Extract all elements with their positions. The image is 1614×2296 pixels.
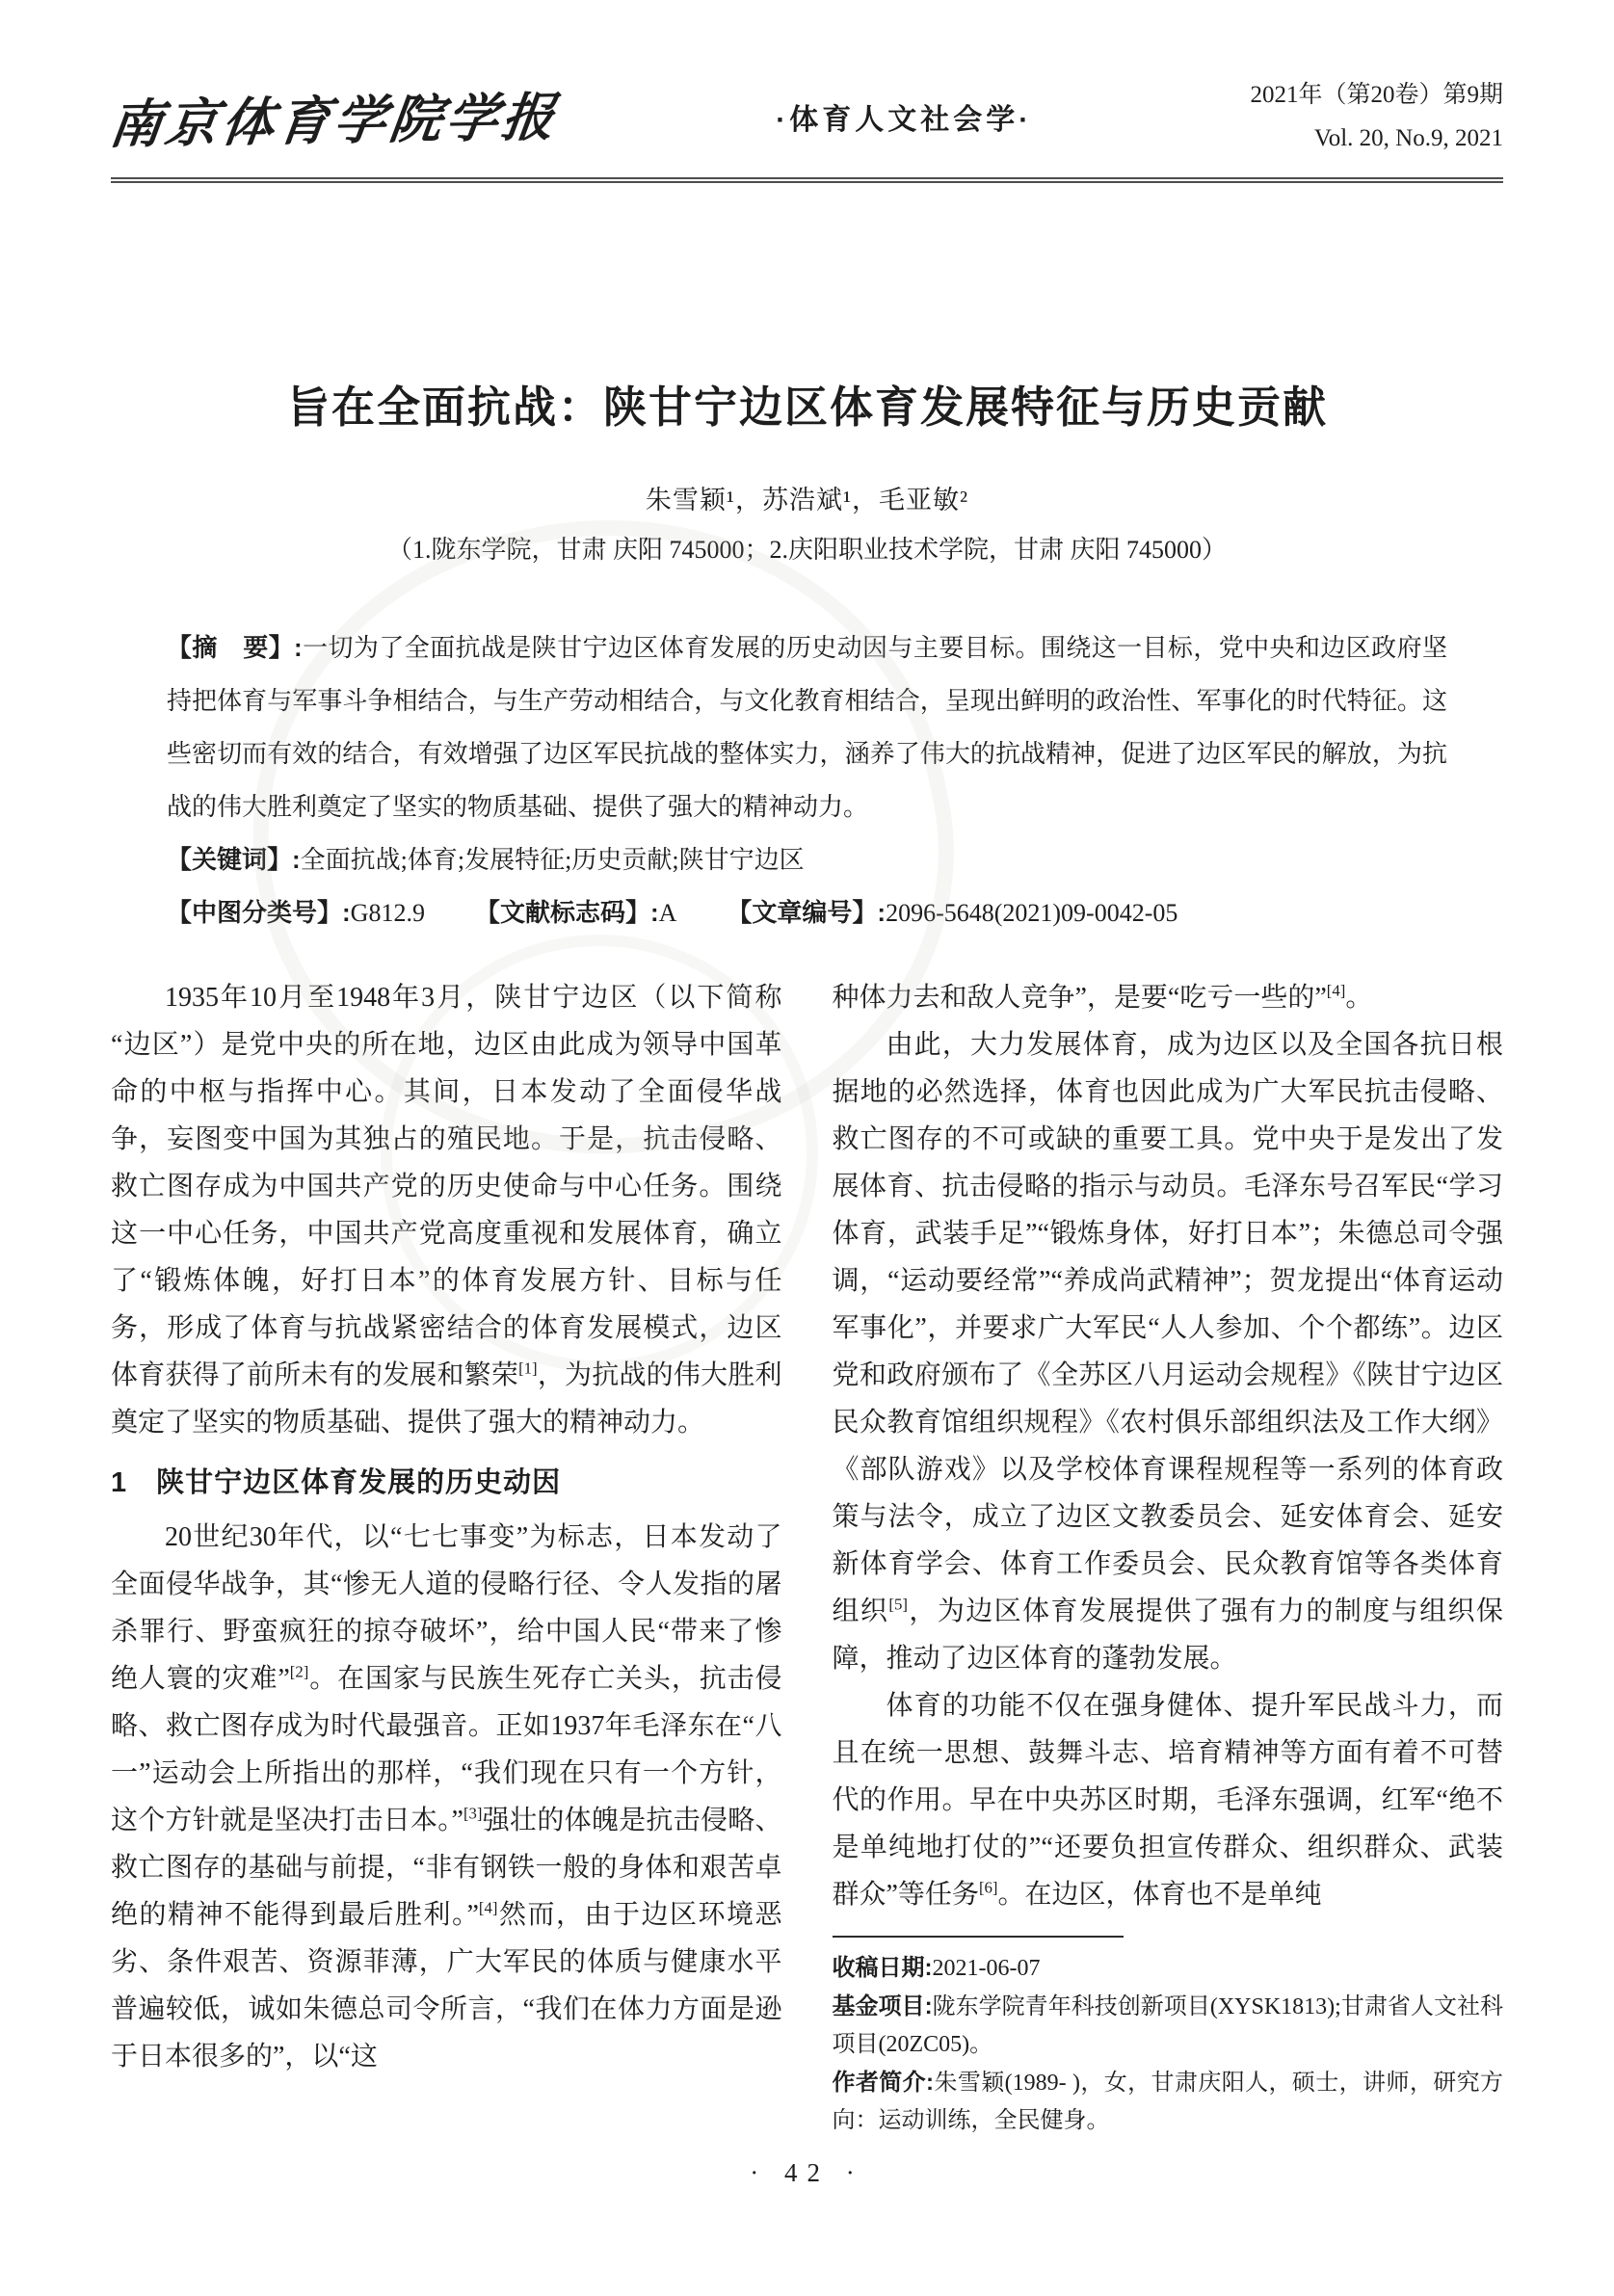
keywords-label: 【关键词】: (167, 845, 301, 874)
fund-label: 基金项目: (832, 1993, 933, 2019)
issue-info (1250, 73, 1503, 160)
meta-line (167, 886, 1447, 939)
article-authors: 朱雪颖¹，苏浩斌¹，毛亚敏² (645, 486, 969, 515)
doc-code-item (475, 886, 676, 939)
clc-label: 【中图分类号】: (167, 898, 351, 927)
article-id-item (727, 886, 1177, 939)
article-id-label: 【文章编号】: (727, 898, 886, 927)
paragraph: 体育的功能不仅在强身健体、提升军民战斗力，而且在统一思想、鼓舞斗志、培育精神等方面有着不可替代的作用。早在中央苏区时期，毛泽东强调，红军“绝不是单纯地打仗的”“还要负担宣传群众、组织群众、武装群众”等任务[6]。在边区，体育也不是单纯 (832, 1691, 1503, 1910)
doc-code-value: A (658, 899, 677, 927)
author-bio-value: 朱雪颖(1989- )，女，甘肃庆阳人，硕士，讲师，研究方向：运动训练，全民健身。 (832, 2071, 1503, 2133)
section-1-heading: 1 陕甘宁边区体育发展的历史动因 (111, 1467, 562, 1498)
abstract-label: 【摘 要】: (167, 633, 303, 662)
clc-value: G812.9 (350, 899, 425, 927)
paragraph: 由此，大力发展体育，成为边区以及全国各抗日根据地的必然选择，体育也因此成为广大军民抗击侵略、救亡图存的不可或缺的重要工具。党中央于是发出了发展体育、抗击侵略的指示与动员。毛泽东号召军民“学习体育，武装手足”“锻炼身体，好打日本”；朱德总司令强调，“运动要经常”“养成尚武精神”；贺龙提出“体育运动军事化”，并要求广大军民“人人参加、个个都练”。边区党和政府颁布了《全苏区八月运动会规程》《陕甘宁边区民众教育馆组织规程》《农村俱乐部组织法及工作大纲》《部队游戏》以及学校体育课程规程等一系列的体育政策与法令，成立了边区文教委员会、延安体育会、延安新体育学会、体育工作委员会、民众教育馆等各类体育组织[5]，为边区体育发展提供了强有力的制度与组织保障，推动了边区体育的蓬勃发展。 (832, 1030, 1503, 1674)
journal-logo: 南京体育学院学报 (106, 88, 562, 154)
keywords-text: 全面抗战;体育;发展特征;历史贡献;陕甘宁边区 (300, 846, 805, 874)
issue-info-en: Vol. 20, No.9, 2021 (1313, 125, 1503, 151)
author-bio-label: 作者简介: (832, 2070, 935, 2096)
keywords-line (167, 833, 1447, 886)
received-date-label: 收稿日期: (832, 1955, 933, 1981)
clc-item (167, 886, 425, 939)
issue-info-cn: 2021年（第20卷）第9期 (1250, 82, 1503, 108)
article-affiliation: （1.陇东学院，甘肃 庆阳 745000；2.庆阳职业技术学院，甘肃 庆阳 745000） (386, 536, 1227, 564)
received-date-value: 2021-06-07 (932, 1956, 1041, 1981)
abstract-block (167, 621, 1447, 833)
footnote-rule (833, 1936, 1124, 1938)
paragraph-continuation: 种体力去和敌人竞争”，是要“吃亏一些的”[4]。 (832, 981, 1373, 1013)
article-title: 旨在全面抗战：陕甘宁边区体育发展特征与历史贡献 (285, 383, 1328, 432)
left-column (111, 974, 782, 2140)
abstract-text: 一切为了全面抗战是陕甘宁边区体育发展的历史动因与主要目标。围绕这一目标，党中央和边区政府坚持把体育与军事斗争相结合，与生产劳动相结合，与文化教育相结合，呈现出鲜明的政治性、军事化的时代特征。这些密切而有效的结合，有效增强了边区军民抗战的整体实力，涵养了伟大的抗战精神，促进了边区军民的解放，为抗战的伟大胜利奠定了坚实的物质基础、提供了强大的精神动力。 (167, 634, 1447, 821)
page-number: · 42 · (750, 2158, 864, 2187)
received-date-line (833, 1949, 1504, 1988)
journal-section-label: ·体育人文社会学· (776, 104, 1033, 136)
paragraph: 1935年10月至1948年3月，陕甘宁边区（以下简称“边区”）是党中央的所在地，边区由此成为领导中国革命的中枢与指挥中心。其间，日本发动了全面侵华战争，妄图变中国为其独占的殖民地。于是，抗击侵略、救亡图存成为中国共产党的历史使命与中心任务。围绕这一中心任务，中国共产党高度重视和发展体育，确立了“锻炼体魄，好打日本”的体育发展方针、目标与任务，形成了体育与抗战紧密结合的体育发展模式，边区体育获得了前所未有的发展和繁荣[1]，为抗战的伟大胜利奠定了坚实的物质基础、提供了强大的精神动力。 (111, 983, 782, 1438)
author-bio-line (833, 2064, 1504, 2140)
footnote-block (833, 1936, 1504, 2140)
body-columns (111, 974, 1503, 2140)
right-column (833, 974, 1504, 2140)
paragraph: 20世纪30年代，以“七七事变”为标志，日本发动了全面侵华战争，其“惨无人道的侵略行径、令人发指的屠杀罪行、野蛮疯狂的掠夺破坏”，给中国人民“带来了惨绝人寰的灾难”[2]。在国家与民族生死存亡关头，抗击侵略、救亡图存成为时代最强音。正如1937年毛泽东在“八一”运动会上所指出的那样，“我们现在只有一个方针，这个方针就是坚决打击日本。”[3]强壮的体魄是抗击侵略、救亡图存的基础与前提，“非有钢铁一般的身体和艰苦卓绝的精神不能得到最后胜利。”[4]然而，由于边区环境恶劣、条件艰苦、资源菲薄，广大军民的体质与健康水平普遍较低，诚如朱德总司令所言，“我们在体力方面是逊于日本很多的”，以“这 (111, 1522, 782, 2072)
fund-line (833, 1988, 1504, 2064)
doc-code-label: 【文献标志码】: (474, 898, 659, 927)
article-id-value: 2096-5648(2021)09-0042-05 (886, 899, 1178, 927)
journal-header (106, 0, 1503, 183)
fund-value: 陇东学院青年科技创新项目(XYSK1813);甘肃省人文社科项目(20ZC05)。 (832, 1994, 1503, 2057)
